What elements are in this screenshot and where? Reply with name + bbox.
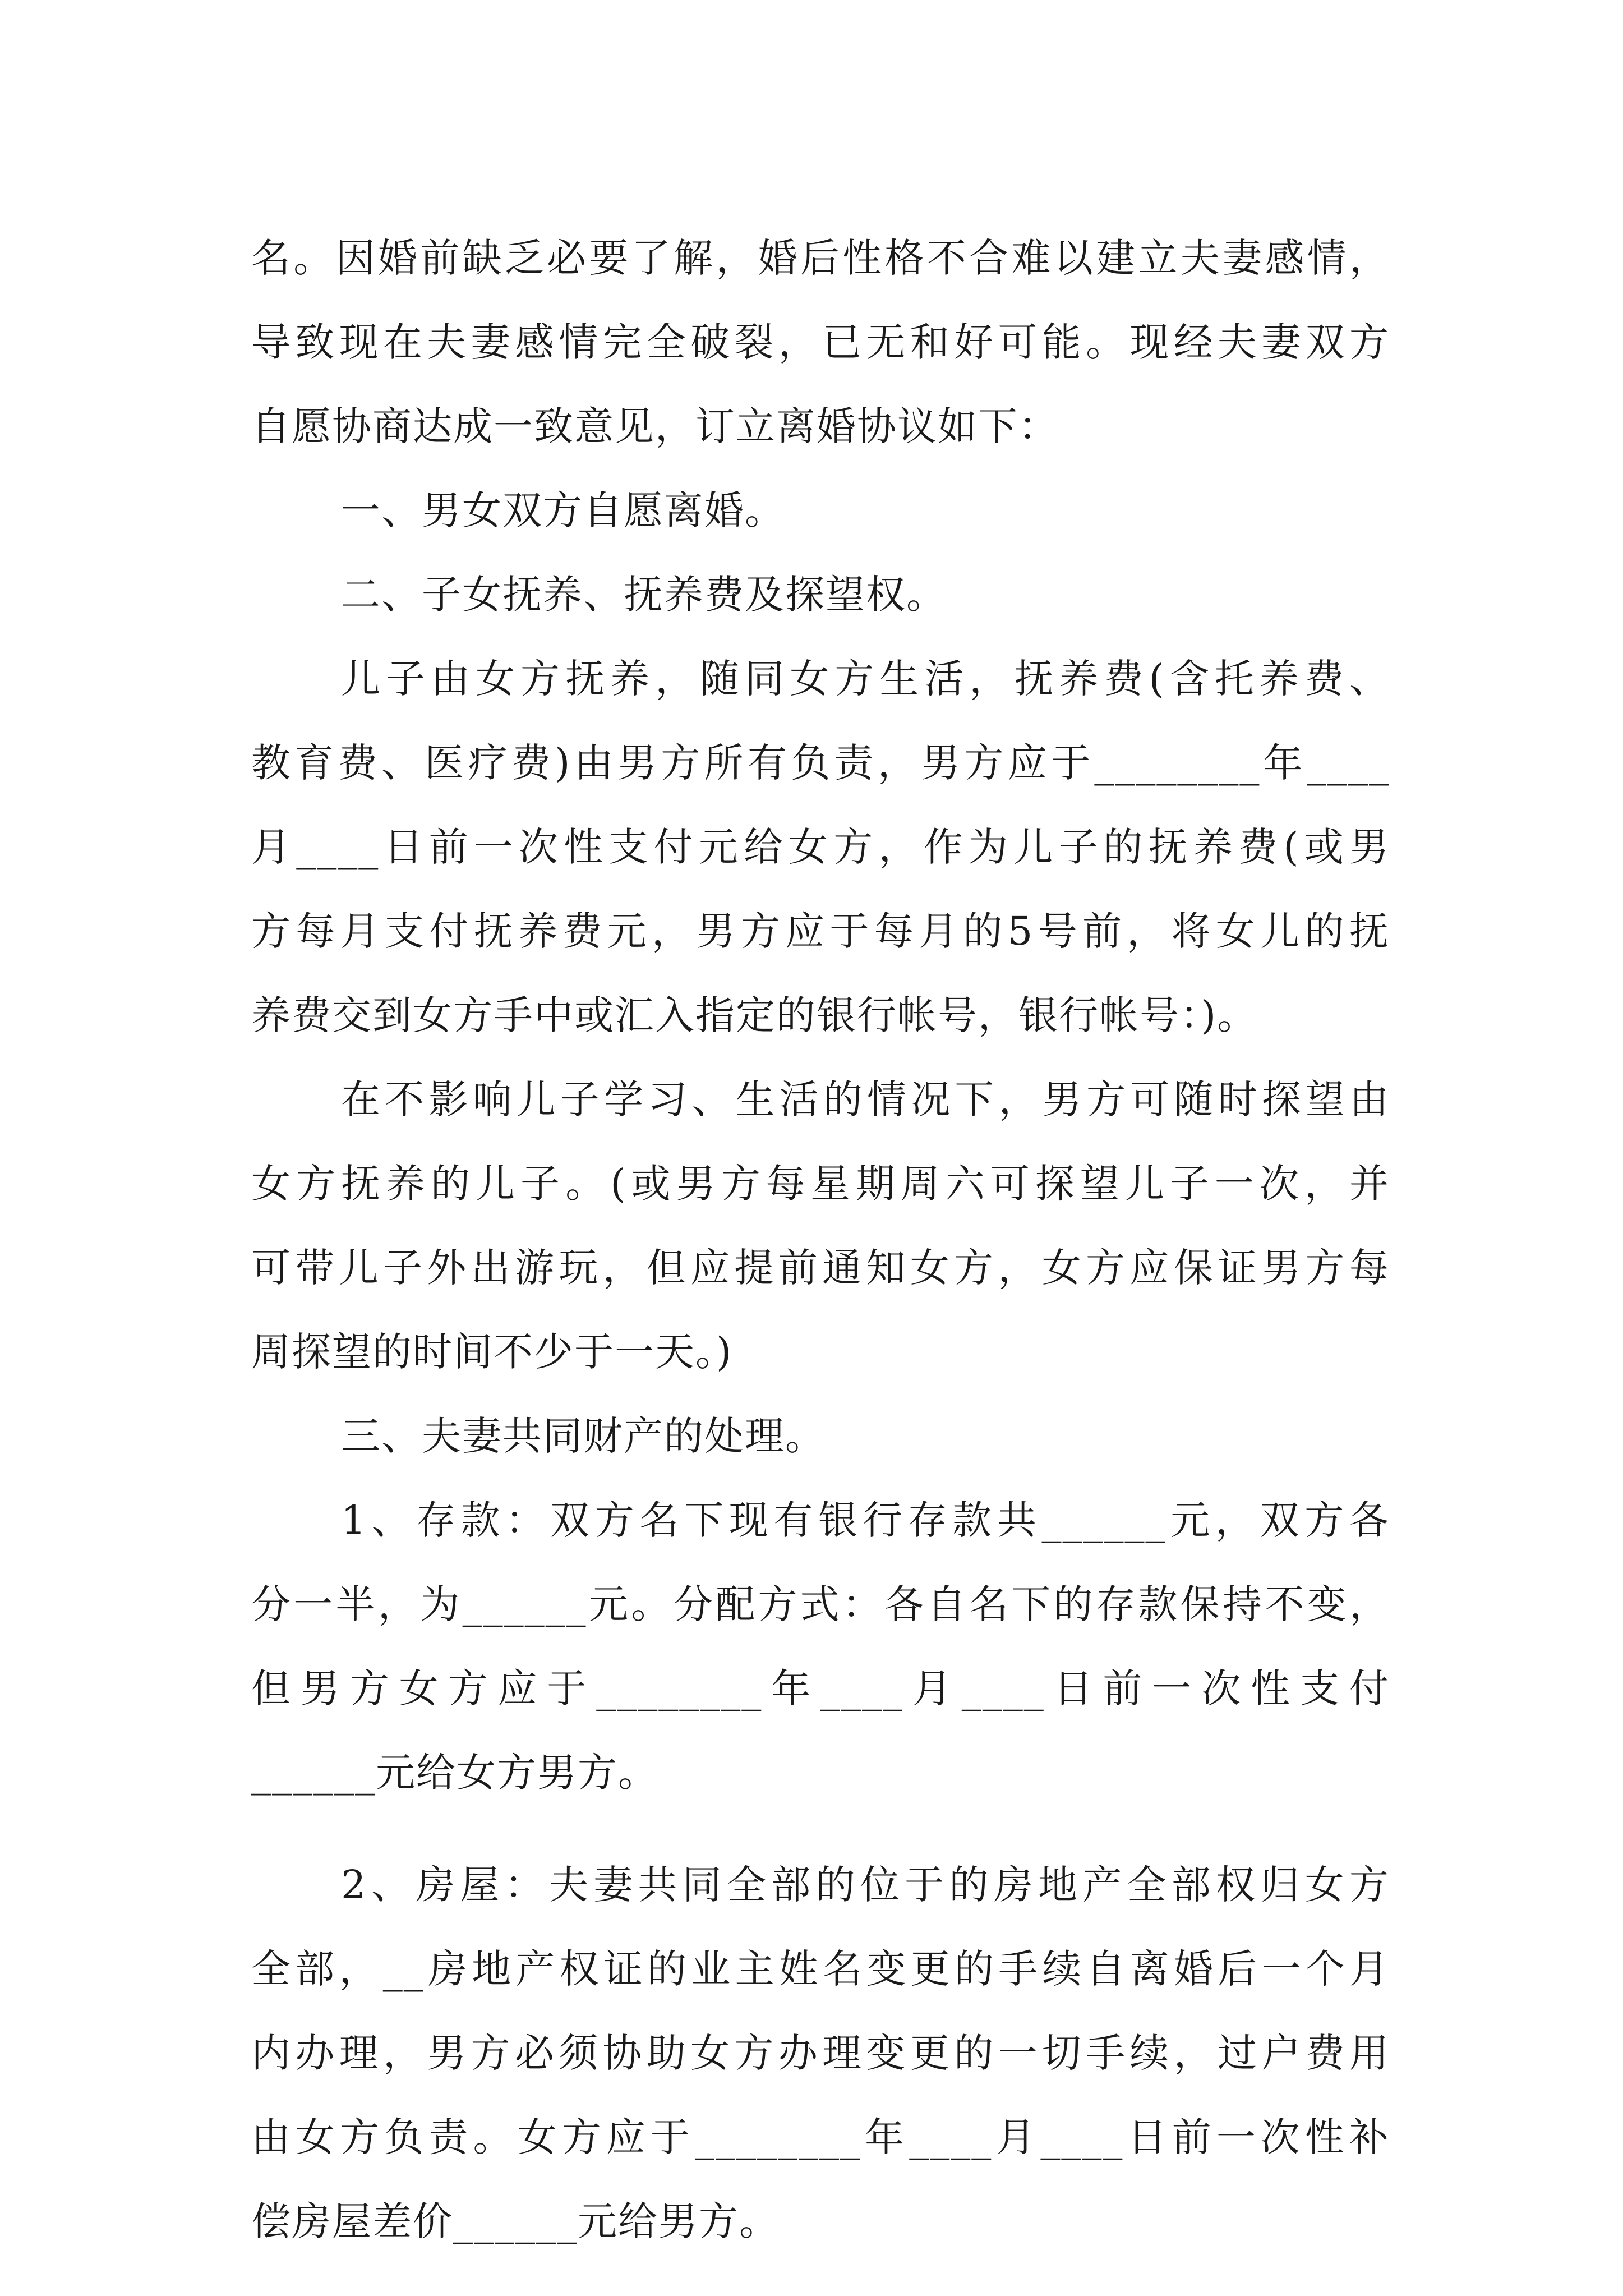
text-line: 名。因婚前缺乏必要了解，婚后性格不合难以建立夫妻感情， <box>251 235 1390 281</box>
text-line: 可带儿子外出游玩，但应提前通知女方，女方应保证男方每 <box>251 1245 1390 1291</box>
text-line: 月____日前一次性支付元给女方，作为儿子的抚养费(或男 <box>251 824 1390 870</box>
text-line: 女方抚养的儿子。(或男方每星期周六可探望儿子一次，并 <box>251 1161 1390 1207</box>
text-line: 由女方负责。女方应于________年____月____日前一次性补 <box>251 2114 1390 2160</box>
text-line: 偿房屋差价______元给男方。 <box>251 2198 780 2244</box>
text-line: 养费交到女方手中或汇入指定的银行帐号，银行帐号：)。 <box>251 992 1258 1038</box>
text-line: 全部，__房地产权证的业主姓名变更的手续自离婚后一个月 <box>251 1946 1390 1992</box>
text-line: 1、存款：双方名下现有银行存款共______元，双方各 <box>341 1497 1390 1543</box>
text-line: 在不影响儿子学习、生活的情况下，男方可随时探望由 <box>341 1076 1390 1122</box>
document-page <box>251 216 1390 2263</box>
text-line: 儿子由女方抚养，随同女方生活，抚养费(含托养费、 <box>341 656 1390 702</box>
text-line: 周探望的时间不少于一天。) <box>251 1329 733 1375</box>
text-line: 自愿协商达成一致意见，订立离婚协议如下： <box>251 403 1059 449</box>
text-line: 2、房屋：夫妻共同全部的位于的房地产全部权归女方 <box>341 1862 1390 1908</box>
text-line: 导致现在夫妻感情完全破裂，已无和好可能。现经夫妻双方 <box>251 319 1390 365</box>
text-line: 方每月支付抚养费元，男方应于每月的5号前，将女儿的抚 <box>251 908 1390 954</box>
text-line: 但男方女方应于________年____月____日前一次性支付 <box>251 1665 1390 1711</box>
text-line: 分一半，为______元。分配方式：各自名下的存款保持不变， <box>251 1581 1390 1627</box>
section-heading: 二、子女抚养、抚养费及探望权。 <box>341 572 947 618</box>
section-heading: 一、男女双方自愿离婚。 <box>341 487 785 533</box>
text-line: 教育费、医疗费)由男方所有负责，男方应于________年____ <box>251 740 1390 786</box>
text-line: 内办理，男方必须协助女方办理变更的一切手续，过户费用 <box>251 2030 1390 2076</box>
section-heading: 三、夫妻共同财产的处理。 <box>341 1413 826 1459</box>
paragraph-gap <box>251 1815 1390 1843</box>
text-line: ______元给女方男方。 <box>251 1750 658 1796</box>
